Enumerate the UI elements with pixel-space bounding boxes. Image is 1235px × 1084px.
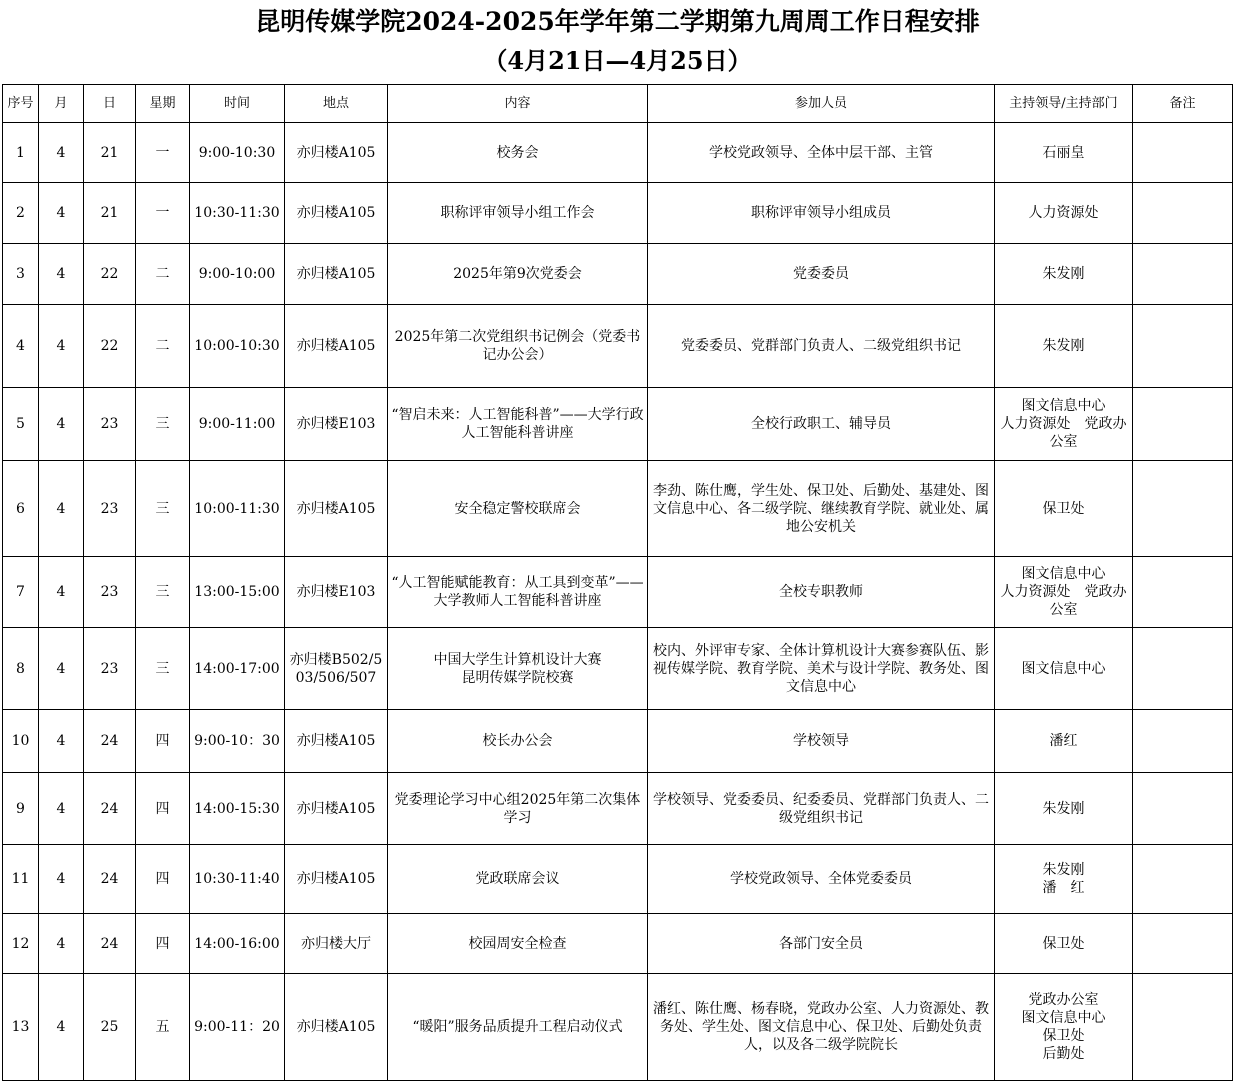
table-row	[3, 461, 1233, 557]
table-row	[3, 388, 1233, 461]
cell-day: 21	[84, 123, 136, 183]
cell-host: 保卫处	[995, 461, 1133, 557]
cell-participants: 党委委员、党群部门负责人、二级党组织书记	[648, 305, 995, 388]
cell-day: 21	[84, 183, 136, 244]
cell-place: 亦归楼A105	[285, 845, 388, 914]
cell-month: 4	[39, 710, 84, 773]
cell-weekday: 三	[136, 557, 190, 628]
cell-time: 9:00-11:00	[190, 388, 285, 461]
header-month: 月	[39, 85, 84, 123]
cell-weekday: 三	[136, 628, 190, 710]
cell-participants: 李劲、陈仕鹰，学生处、保卫处、后勤处、基建处、图文信息中心、各二级学院、继续教育学院、就业处、属地公安机关	[648, 461, 995, 557]
cell-month: 4	[39, 773, 84, 845]
table-row	[3, 845, 1233, 914]
header-time: 时间	[190, 85, 285, 123]
cell-time: 10:00-11:30	[190, 461, 285, 557]
cell-day: 23	[84, 628, 136, 710]
table-row	[3, 974, 1233, 1081]
cell-place: 亦归楼A105	[285, 123, 388, 183]
cell-note	[1133, 388, 1233, 461]
table-row	[3, 557, 1233, 628]
cell-day: 25	[84, 974, 136, 1081]
cell-weekday: 一	[136, 183, 190, 244]
cell-day: 24	[84, 773, 136, 845]
cell-weekday: 四	[136, 710, 190, 773]
table-row	[3, 773, 1233, 845]
header-day: 日	[84, 85, 136, 123]
cell-participants: 党委委员	[648, 244, 995, 305]
cell-note	[1133, 974, 1233, 1081]
page-subtitle: （4月21日—4月25日）	[483, 46, 752, 75]
table-row	[3, 628, 1233, 710]
cell-place: 亦归楼A105	[285, 183, 388, 244]
cell-month: 4	[39, 914, 84, 974]
cell-host: 朱发刚 潘 红	[995, 845, 1133, 914]
cell-month: 4	[39, 183, 84, 244]
table-row	[3, 183, 1233, 244]
cell-place: 亦归楼大厅	[285, 914, 388, 974]
cell-participants: 全校行政职工、辅导员	[648, 388, 995, 461]
cell-note	[1133, 845, 1233, 914]
cell-note	[1133, 123, 1233, 183]
cell-weekday: 四	[136, 773, 190, 845]
table-row	[3, 305, 1233, 388]
header-no: 序号	[3, 85, 39, 123]
cell-host: 党政办公室 图文信息中心 保卫处 后勤处	[995, 974, 1133, 1081]
cell-content: 2025年第二次党组织书记例会（党委书记办公会）	[388, 305, 648, 388]
cell-no: 11	[3, 845, 39, 914]
cell-day: 23	[84, 557, 136, 628]
cell-content: 职称评审领导小组工作会	[388, 183, 648, 244]
cell-content: “人工智能赋能教育：从工具到变革”——大学教师人工智能科普讲座	[388, 557, 648, 628]
cell-content: “暖阳”服务品质提升工程启动仪式	[388, 974, 648, 1081]
cell-participants: 校内、外评审专家、全体计算机设计大赛参赛队伍、影视传媒学院、教育学院、美术与设计学院、教务处、图文信息中心	[648, 628, 995, 710]
cell-content: 校长办公会	[388, 710, 648, 773]
cell-time: 9:00-10:00	[190, 244, 285, 305]
cell-weekday: 一	[136, 123, 190, 183]
cell-content: 校园周安全检查	[388, 914, 648, 974]
cell-month: 4	[39, 845, 84, 914]
cell-content: “智启未来：人工智能科普”——大学行政人工智能科普讲座	[388, 388, 648, 461]
cell-time: 9:00-10:30	[190, 123, 285, 183]
cell-month: 4	[39, 974, 84, 1081]
cell-note	[1133, 557, 1233, 628]
cell-month: 4	[39, 557, 84, 628]
cell-day: 24	[84, 710, 136, 773]
cell-note	[1133, 183, 1233, 244]
cell-time: 9:00-10：30	[190, 710, 285, 773]
cell-day: 24	[84, 845, 136, 914]
cell-participants: 全校专职教师	[648, 557, 995, 628]
cell-day: 22	[84, 305, 136, 388]
cell-time: 13:00-15:00	[190, 557, 285, 628]
cell-place: 亦归楼B502/503/506/507	[285, 628, 388, 710]
cell-host: 石丽皇	[995, 123, 1133, 183]
cell-month: 4	[39, 628, 84, 710]
cell-time: 14:00-16:00	[190, 914, 285, 974]
cell-host: 朱发刚	[995, 305, 1133, 388]
cell-place: 亦归楼A105	[285, 461, 388, 557]
cell-participants: 学校领导	[648, 710, 995, 773]
cell-day: 23	[84, 388, 136, 461]
cell-month: 4	[39, 461, 84, 557]
cell-place: 亦归楼A105	[285, 773, 388, 845]
cell-no: 9	[3, 773, 39, 845]
header-participants: 参加人员	[648, 85, 995, 123]
cell-no: 6	[3, 461, 39, 557]
cell-day: 23	[84, 461, 136, 557]
cell-place: 亦归楼A105	[285, 974, 388, 1081]
cell-month: 4	[39, 388, 84, 461]
cell-host: 潘红	[995, 710, 1133, 773]
cell-day: 24	[84, 914, 136, 974]
cell-no: 1	[3, 123, 39, 183]
cell-weekday: 三	[136, 461, 190, 557]
cell-host: 图文信息中心	[995, 628, 1133, 710]
cell-no: 4	[3, 305, 39, 388]
cell-time: 10:30-11:40	[190, 845, 285, 914]
cell-note	[1133, 305, 1233, 388]
schedule-table	[2, 84, 1233, 1081]
cell-month: 4	[39, 305, 84, 388]
cell-time: 10:00-10:30	[190, 305, 285, 388]
cell-place: 亦归楼E103	[285, 388, 388, 461]
header-content: 内容	[388, 85, 648, 123]
cell-weekday: 四	[136, 845, 190, 914]
cell-place: 亦归楼A105	[285, 305, 388, 388]
cell-weekday: 五	[136, 974, 190, 1081]
cell-month: 4	[39, 244, 84, 305]
cell-weekday: 三	[136, 388, 190, 461]
cell-host: 图文信息中心 人力资源处 党政办公室	[995, 388, 1133, 461]
cell-participants: 学校党政领导、全体党委委员	[648, 845, 995, 914]
cell-host: 图文信息中心 人力资源处 党政办公室	[995, 557, 1133, 628]
cell-weekday: 四	[136, 914, 190, 974]
cell-content: 党政联席会议	[388, 845, 648, 914]
cell-time: 14:00-15:30	[190, 773, 285, 845]
cell-note	[1133, 628, 1233, 710]
cell-content: 2025年第9次党委会	[388, 244, 648, 305]
cell-month: 4	[39, 123, 84, 183]
cell-participants: 各部门安全员	[648, 914, 995, 974]
cell-content: 安全稳定警校联席会	[388, 461, 648, 557]
table-row	[3, 123, 1233, 183]
table-row	[3, 244, 1233, 305]
cell-time: 9:00-11：20	[190, 974, 285, 1081]
cell-no: 10	[3, 710, 39, 773]
cell-participants: 职称评审领导小组成员	[648, 183, 995, 244]
cell-note	[1133, 773, 1233, 845]
cell-host: 人力资源处	[995, 183, 1133, 244]
cell-place: 亦归楼E103	[285, 557, 388, 628]
cell-participants: 学校党政领导、全体中层干部、主管	[648, 123, 995, 183]
page-title: 昆明传媒学院2024-2025年学年第二学期第九周周工作日程安排	[255, 7, 980, 36]
cell-note	[1133, 244, 1233, 305]
cell-time: 14:00-17:00	[190, 628, 285, 710]
cell-weekday: 二	[136, 244, 190, 305]
cell-place: 亦归楼A105	[285, 244, 388, 305]
cell-host: 朱发刚	[995, 244, 1133, 305]
cell-no: 2	[3, 183, 39, 244]
cell-participants: 学校领导、党委委员、纪委委员、党群部门负责人、二级党组织书记	[648, 773, 995, 845]
cell-no: 13	[3, 974, 39, 1081]
cell-no: 7	[3, 557, 39, 628]
header-row	[3, 85, 1233, 123]
header-place: 地点	[285, 85, 388, 123]
header-weekday: 星期	[136, 85, 190, 123]
cell-no: 12	[3, 914, 39, 974]
cell-day: 22	[84, 244, 136, 305]
table-row	[3, 914, 1233, 974]
cell-content: 党委理论学习中心组2025年第二次集体学习	[388, 773, 648, 845]
header-host: 主持领导/主持部门	[995, 85, 1133, 123]
cell-no: 3	[3, 244, 39, 305]
table-row	[3, 710, 1233, 773]
cell-note	[1133, 710, 1233, 773]
cell-content: 校务会	[388, 123, 648, 183]
header-note: 备注	[1133, 85, 1233, 123]
cell-no: 5	[3, 388, 39, 461]
cell-content: 中国大学生计算机设计大赛 昆明传媒学院校赛	[388, 628, 648, 710]
cell-note	[1133, 461, 1233, 557]
cell-participants: 潘红、陈仕鹰、杨春晓，党政办公室、人力资源处、教务处、学生处、图文信息中心、保卫处、后勤处负责人，以及各二级学院院长	[648, 974, 995, 1081]
cell-time: 10:30-11:30	[190, 183, 285, 244]
cell-host: 朱发刚	[995, 773, 1133, 845]
cell-no: 8	[3, 628, 39, 710]
cell-host: 保卫处	[995, 914, 1133, 974]
cell-place: 亦归楼A105	[285, 710, 388, 773]
cell-note	[1133, 914, 1233, 974]
cell-weekday: 二	[136, 305, 190, 388]
